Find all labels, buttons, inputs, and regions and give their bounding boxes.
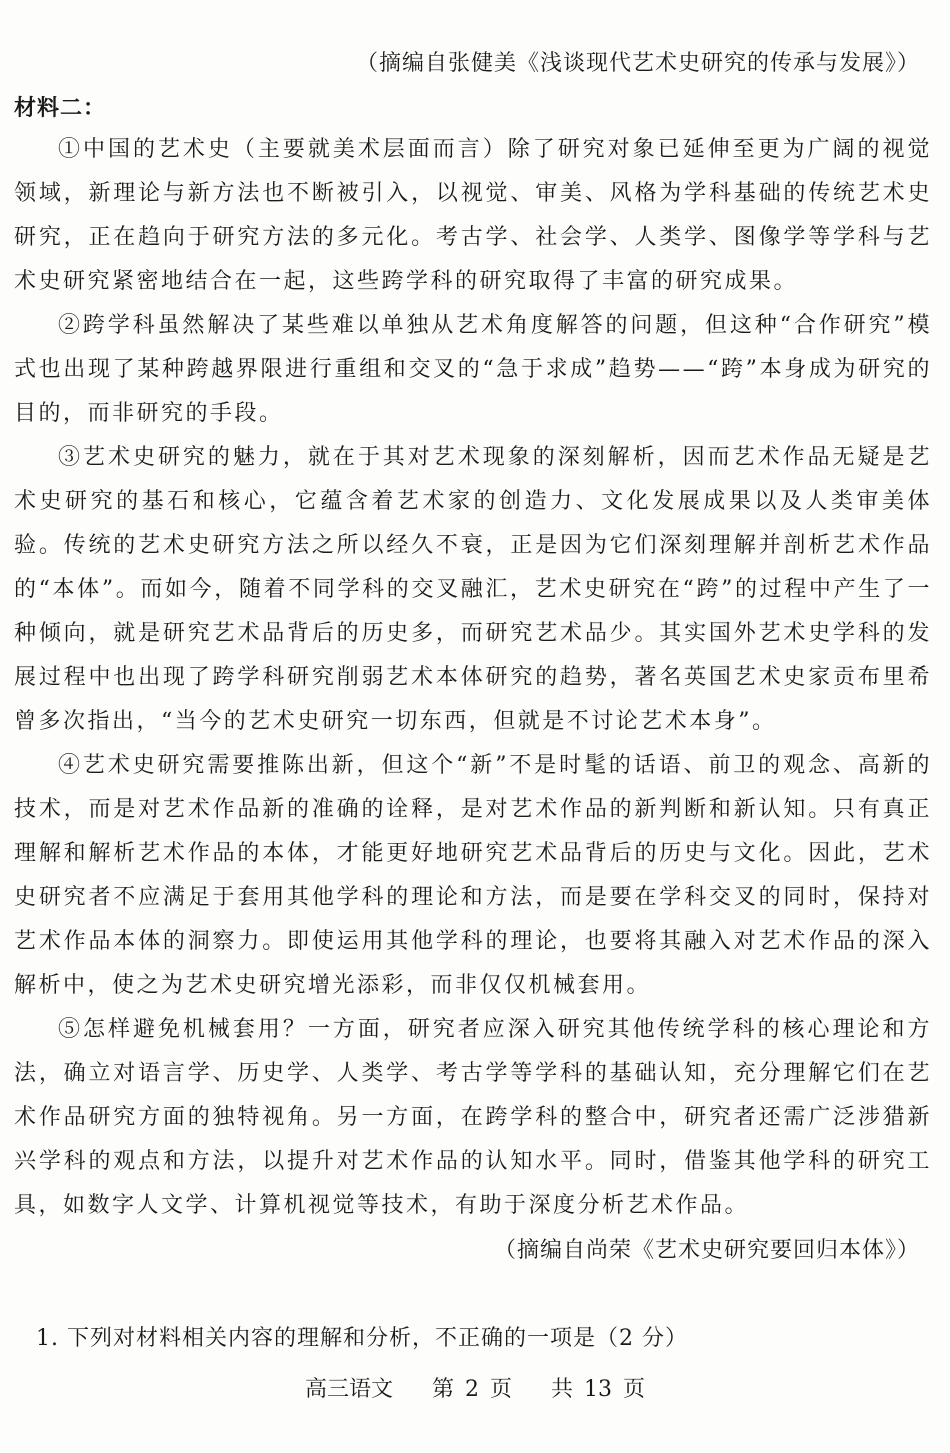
paragraph-2: ②跨学科虽然解决了某些难以单独从艺术角度解答的问题，但这种“合作研究”模式也出现了某种跨越界限进行重组和交叉的“急于求成”趋势——“跨”本身成为研究的目的，而非研究的手段。	[14, 313, 932, 426]
paragraph-5: ⑤怎样避免机械套用？一方面，研究者应深入研究其他传统学科的核心理论和方法，确立对语言学、历史学、人类学、考古学等学科的基础认知，充分理解它们在艺术作品研究方面的独特视角。另一方面，在跨学科的整合中，研究者还需广泛涉猎新兴学科的观点和方法，以提升对艺术作品的认知水平。同时，借鉴其他学科的研究工具，如数字人文学、计算机视觉等技术，有助于深度分析艺术作品。	[14, 1017, 932, 1218]
footer-total-pages: 共 13 页	[551, 1377, 645, 1402]
paragraph-4: ④艺术史研究需要推陈出新，但这个“新”不是时髦的话语、前卫的观念、高新的技术，而是对艺术作品新的准确的诠释，是对艺术作品的新判断和新认知。只有真正理解和解析艺术作品的本体，才能更好地研究艺术品背后的历史与文化。因此，艺术史研究者不应满足于套用其他学科的理论和方法，而是要在学科交叉的同时，保持对艺术作品本体的洞察力。即使运用其他学科的理论，也要将其融入对艺术作品的深入解析中，使之为艺术史研究增光添彩，而非仅仅机械套用。	[14, 753, 932, 998]
source-citation-bottom: （摘编自尚荣《艺术史研究要回归本体》）	[493, 1238, 920, 1263]
footer-subject: 高三语文	[305, 1377, 394, 1402]
source-citation-top: （摘编自张健美《浅谈现代艺术史研究的传承与发展》）	[355, 51, 920, 76]
paragraph-3: ③艺术史研究的魅力，就在于其对艺术现象的深刻解析，因而艺术作品无疑是艺术史研究的基石和核心，它蕴含着艺术家的创造力、文化发展成果以及人类审美体验。传统的艺术史研究方法之所以经久不衰，正是因为它们深刻理解并剖析艺术作品的“本体”。而如今，随着不同学科的交叉融汇，艺术史研究在“跨”的过程中产生了一种倾向，就是研究艺术品背后的历史多，而研究艺术品少。其实国外艺术史学科的发展过程中也出现了跨学科研究削弱艺术本体研究的趋势，著名英国艺术史家贡布里希曾多次指出，“当今的艺术史研究一切东西，但就是不讨论艺术本身”。	[14, 445, 932, 734]
page-footer	[0, 1372, 950, 1403]
footer-page-number: 第 2 页	[432, 1377, 512, 1402]
question-1: 1. 下列对材料相关内容的理解和分析，不正确的一项是（2 分）	[36, 1326, 688, 1351]
paragraph-1: ①中国的艺术史（主要就美术层面而言）除了研究对象已延伸至更为广阔的视觉领域，新理论与新方法也不断被引入，以视觉、审美、风格为学科基础的传统艺术史研究，正在趋向于研究方法的多元化。考古学、社会学、人类学、图像学等学科与艺术史研究紧密地结合在一起，这些跨学科的研究取得了丰富的研究成果。	[14, 137, 932, 294]
article-body	[14, 128, 932, 1228]
material-title: 材料二：	[14, 95, 107, 121]
